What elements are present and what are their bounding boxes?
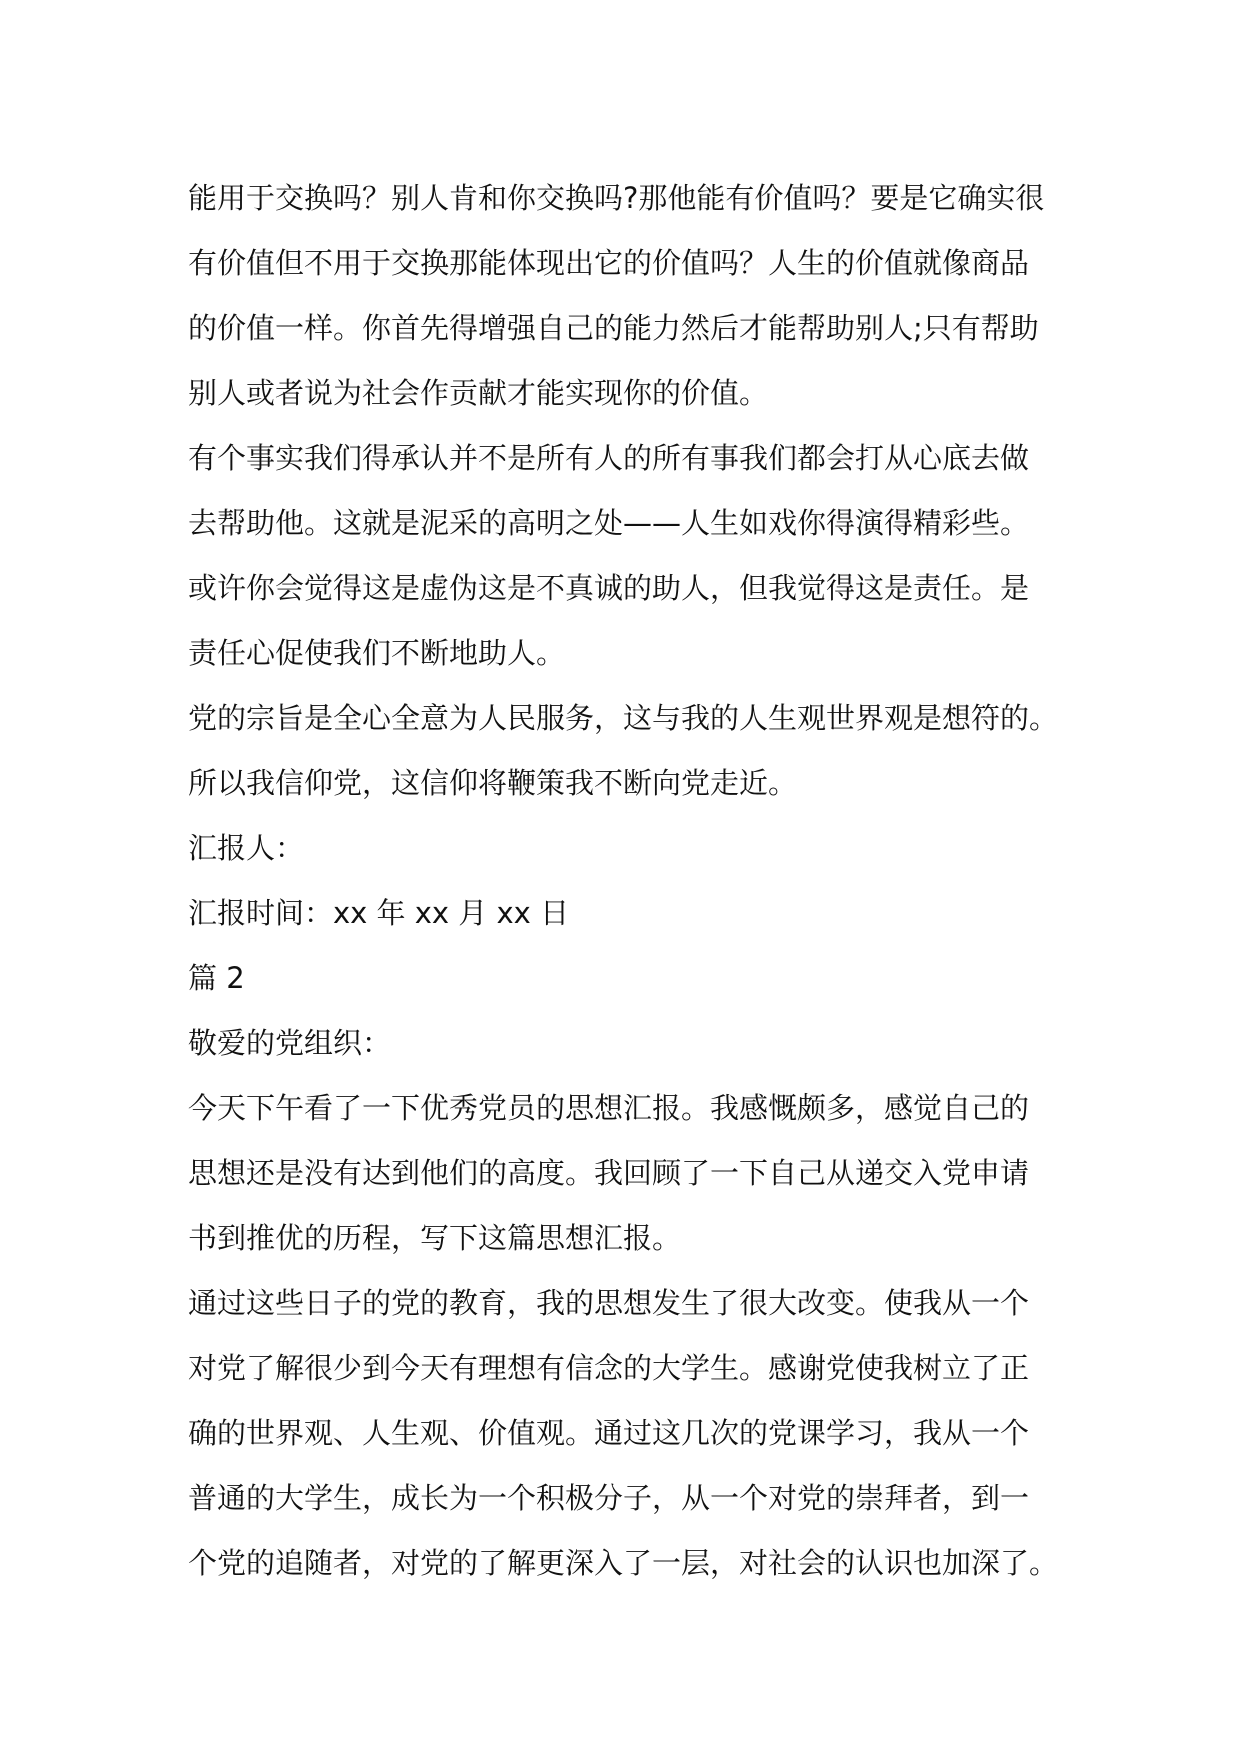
text-line: 今天下午看了一下优秀党员的思想汇报。我感慨颇多，感觉自己的 <box>188 1091 1030 1125</box>
text-line: 书到推优的历程，写下这篇思想汇报。 <box>188 1221 682 1255</box>
text-line: 去帮助他。这就是泥采的高明之处——人生如戏你得演得精彩些。 <box>188 506 1030 540</box>
report-date: 汇报时间：xx 年 xx 月 xx 日 <box>188 896 570 930</box>
text-line: 有价值但不用于交换那能体现出它的价值吗？人生的价值就像商品 <box>188 246 1030 280</box>
text-line: 普通的大学生，成长为一个积极分子，从一个对党的崇拜者，到一 <box>188 1481 1030 1515</box>
reporter-label: 汇报人： <box>188 831 305 865</box>
text-line: 别人或者说为社会作贡献才能实现你的价值。 <box>188 376 769 410</box>
text-line: 所以我信仰党，这信仰将鞭策我不断向党走近。 <box>188 766 798 800</box>
text-line: 思想还是没有达到他们的高度。我回顾了一下自己从递交入党申请 <box>188 1156 1030 1190</box>
text-line: 对党了解很少到今天有理想有信念的大学生。感谢党使我树立了正 <box>188 1351 1030 1385</box>
section-heading: 篇 2 <box>188 961 245 995</box>
text-line: 责任心促使我们不断地助人。 <box>188 636 566 670</box>
salutation: 敬爱的党组织： <box>188 1026 392 1060</box>
text-line: 确的世界观、人生观、价值观。通过这几次的党课学习，我从一个 <box>188 1416 1030 1450</box>
text-line: 党的宗旨是全心全意为人民服务，这与我的人生观世界观是想符的。 <box>188 701 1059 735</box>
text-line: 个党的追随者，对党的了解更深入了一层，对社会的认识也加深了。 <box>188 1546 1059 1580</box>
text-line: 通过这些日子的党的教育，我的思想发生了很大改变。使我从一个 <box>188 1286 1030 1320</box>
text-line: 有个事实我们得承认并不是所有人的所有事我们都会打从心底去做 <box>188 441 1030 475</box>
document-body <box>188 166 1088 1596</box>
text-line: 的价值一样。你首先得增强自己的能力然后才能帮助别人;只有帮助 <box>188 311 1039 345</box>
text-line: 或许你会觉得这是虚伪这是不真诚的助人，但我觉得这是责任。是 <box>188 571 1030 605</box>
text-line: 能用于交换吗？别人肯和你交换吗?那他能有价值吗？要是它确实很 <box>188 181 1045 215</box>
